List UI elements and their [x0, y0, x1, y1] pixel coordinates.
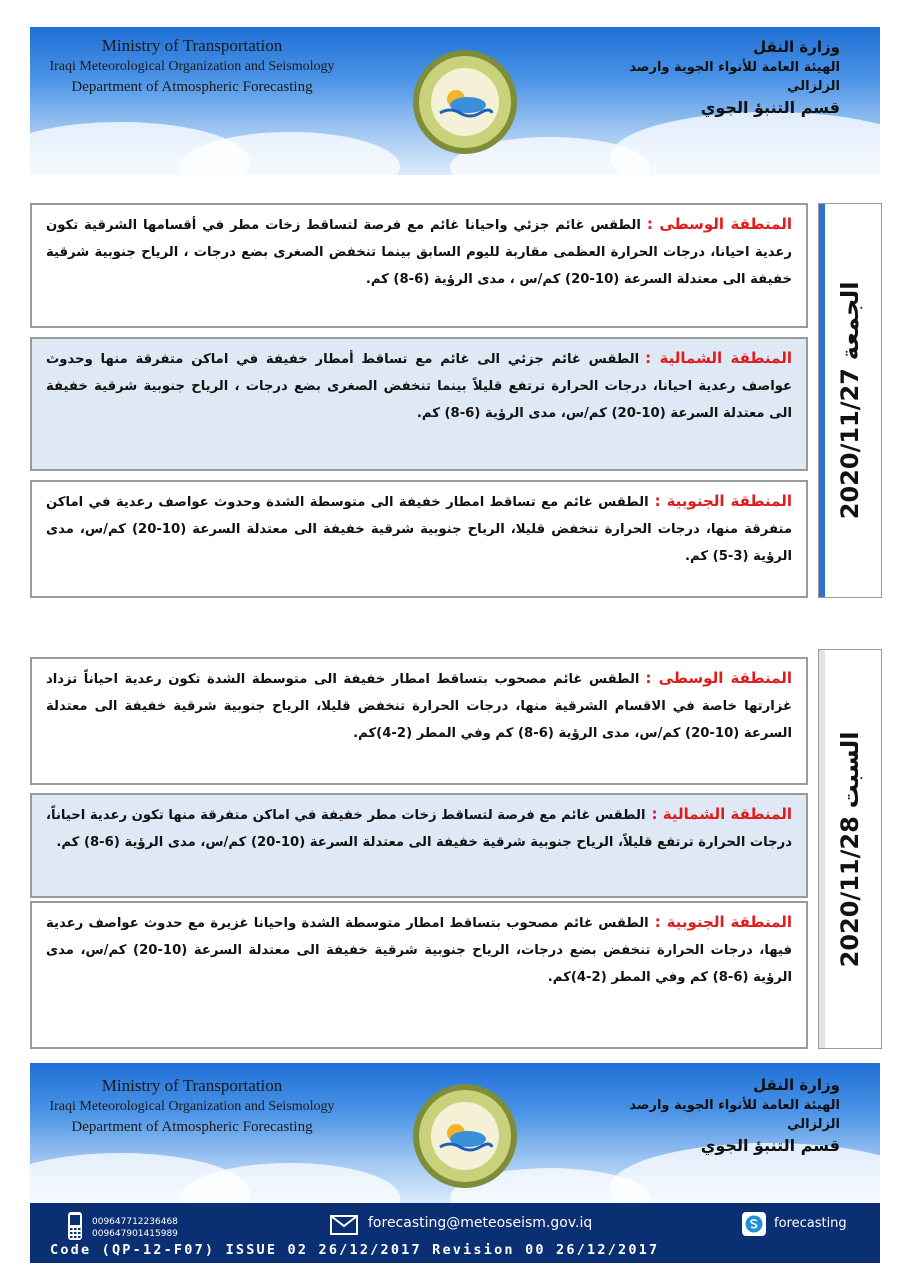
region-north — [30, 337, 808, 471]
ministry-arabic — [600, 1075, 840, 1158]
region-label: المنطقة الشمالية : — [645, 349, 793, 367]
day-date: 2020/11/27 — [836, 368, 864, 520]
region-text: الطقس غائم مصحوب بتساقط امطار متوسطة الشدة واحيانا غزيرة مع حدوث عواصف رعدية فيها، درجات الحرارة تنخفض بضع درجات، الرياح جنوبية شرقية خفيفة الى معتدلة السرعة (10-20) كم/س، مدى الرؤية (6-8) كم وفي المطر (2-4)كم. — [46, 916, 792, 985]
ministry-name-en: Ministry of Transportation — [101, 1076, 283, 1095]
region-central — [30, 203, 808, 328]
forecast-day-1 — [30, 203, 882, 598]
region-south — [30, 901, 808, 1049]
ministry-english — [42, 35, 342, 97]
department-name-en: Department of Atmospheric Forecasting — [71, 1118, 313, 1135]
region-north — [30, 793, 808, 898]
region-central — [30, 657, 808, 785]
region-text: الطقس غائم مع فرصة لتساقط زخات مطر خفيفة في اماكن متفرقة منها تكون رعدية احياناً، درجات الحرارة ترتفع قليلاً، الرياح جنوبية شرقية خفيفة الى معتدلة السرعة (10-20) كم/س، مدى الرؤية (6-8) كم. — [46, 808, 792, 850]
phone-icon — [66, 1211, 84, 1241]
organization-name-en: Iraqi Meteorological Organization and Seismology — [49, 1098, 335, 1114]
region-label: المنطقة الوسطى : — [645, 669, 792, 687]
skype-icon — [742, 1212, 766, 1236]
document-code: Code (QP-12-F07) ISSUE 02 26/12/2017 Revision 00 26/12/2017 — [50, 1242, 660, 1258]
ministry-name-ar: وزارة النقل — [753, 1076, 840, 1094]
organization-name-en: Iraqi Meteorological Organization and Seismology — [49, 58, 335, 74]
phone-number: 009647712236468 — [92, 1217, 178, 1227]
organization-name-ar: الهيئة العامة للأنواء الجوية وارصد الزلزالي — [629, 1097, 840, 1132]
organization-logo — [410, 47, 520, 157]
region-text: الطقس غائم جزئي واحيانا غائم مع فرصة لتساقط زخات مطر في أقسامها الشرقية تكون رعدية احيانا، درجات الحرارة العظمى مقاربة لليوم السابق بينما تنخفض الصغرى بضع درجات ، الرياح جنوبية شرقية خفيفة الى معتدلة السرعة (10-20) كم/س ، مدى الرؤية (6-8) كم. — [46, 218, 792, 287]
footer-banner — [30, 1063, 880, 1203]
day-date-panel — [818, 203, 882, 598]
ministry-english — [42, 1075, 342, 1137]
region-label: المنطقة الجنوبية : — [654, 492, 792, 510]
day-date-label — [836, 731, 864, 967]
ministry-arabic — [600, 37, 840, 120]
date-stripe — [819, 650, 825, 1048]
region-label: المنطقة الشمالية : — [651, 805, 792, 823]
region-text: الطقس غائم مع تساقط امطار خفيفة الى متوسطة الشدة وحدوث عواصف رعدية في اماكن متفرقة منها، درجات الحرارة تنخفض قليلا، الرياح جنوبية شرقية خفيفة الى معتدلة السرعة (10-20) كم/س، مدى الرؤية (3-5) كم. — [46, 495, 792, 564]
day-date-label — [836, 281, 864, 519]
mail-icon — [330, 1215, 358, 1235]
date-stripe — [819, 204, 825, 597]
region-label: المنطقة الوسطى : — [646, 215, 792, 233]
region-label: المنطقة الجنوبية : — [654, 913, 792, 931]
region-south — [30, 480, 808, 598]
region-text: الطقس غائم مصحوب بتساقط امطار خفيفة الى متوسطة الشدة تكون رعدية احياناً تزداد غزارتها خاصة في الاقسام الشرقية منها، درجات الحرارة تنخفض قليلا، الرياح جنوبية شرقية خفيفة الى معتدلة السرعة (10-20) كم/س، مدى الرؤية (6-8) كم وفي المطر (2-4)كم. — [46, 672, 792, 741]
organization-logo — [410, 1081, 520, 1191]
contact-email[interactable]: forecasting@meteoseism.gov.iq — [368, 1215, 593, 1231]
phone-numbers — [92, 1216, 178, 1240]
contact-footer — [30, 1203, 880, 1263]
region-text: الطقس غائم جزئي الى غائم مع تساقط أمطار خفيفة في اماكن متفرقة منها وحدوث عواصف رعدية احيانا، درجات الحرارة ترتفع قليلاً بينما تنخفض الصغرى بضع درجات ، الرياح جنوبية شرقية خفيفة الى معتدلة السرعة (10-20) كم/س، مدى الرؤية (6-8) كم. — [46, 352, 792, 421]
day-date-panel — [818, 649, 882, 1049]
department-name-ar: قسم التنبؤ الجوي — [700, 98, 840, 118]
ministry-name-en: Ministry of Transportation — [101, 36, 283, 55]
day-name: السبت — [836, 730, 864, 808]
phone-number: 009647901415989 — [92, 1229, 178, 1239]
organization-name-ar: الهيئة العامة للأنواء الجوية وارصد الزلزالي — [629, 59, 840, 94]
forecast-day-2 — [30, 649, 882, 1049]
ministry-name-ar: وزارة النقل — [753, 38, 840, 56]
department-name-ar: قسم التنبؤ الجوي — [700, 1136, 840, 1156]
skype-handle[interactable]: forecasting — [774, 1216, 847, 1231]
department-name-en: Department of Atmospheric Forecasting — [71, 78, 313, 95]
header-banner — [30, 27, 880, 175]
day-date: 2020/11/28 — [836, 816, 864, 968]
day-name: الجمعة — [836, 281, 864, 361]
